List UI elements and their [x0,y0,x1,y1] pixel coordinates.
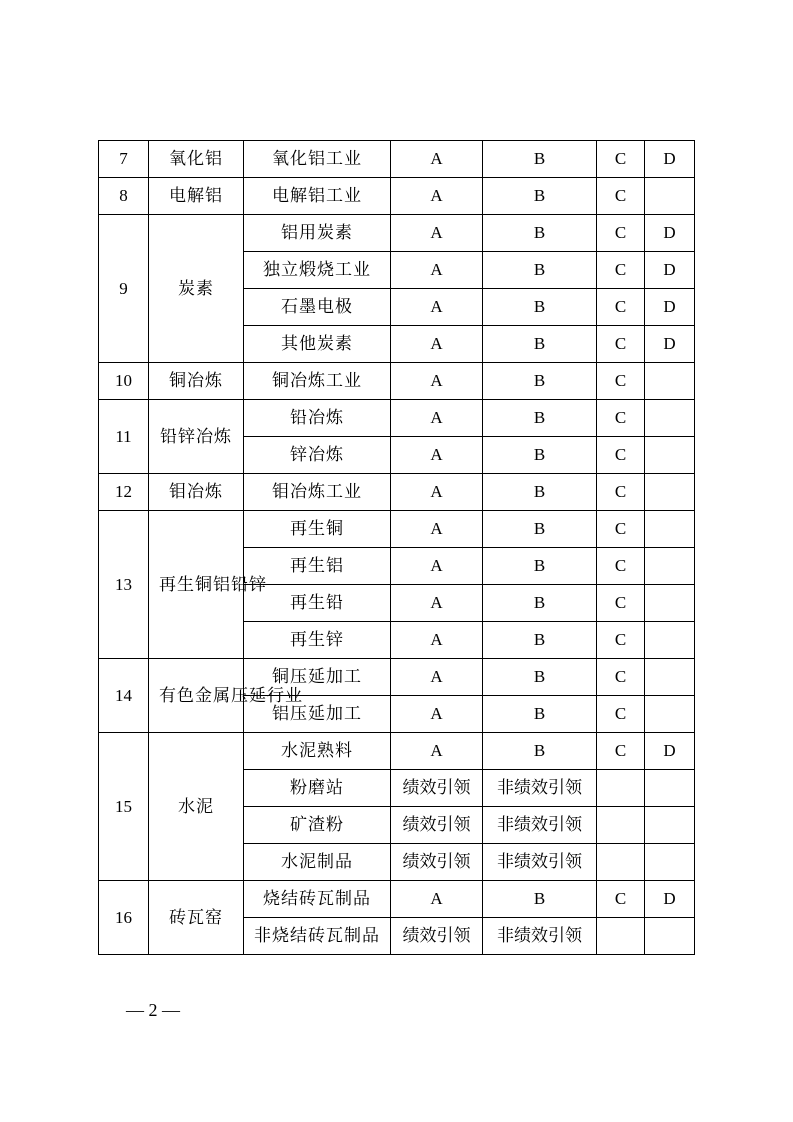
grade-cell-4: D [645,733,695,770]
grade-cell-4: D [645,252,695,289]
table-row [99,141,695,178]
sub-industry-cell: 烧结砖瓦制品 [244,881,391,918]
table-row [99,178,695,215]
grade-cell-2: B [483,289,597,326]
industry-cell: 铅锌冶炼 [149,400,244,474]
sub-industry-cell: 铜冶炼工业 [244,363,391,400]
grade-cell-4 [645,585,695,622]
grade-cell-3: C [597,289,645,326]
grade-cell-2: B [483,622,597,659]
grade-cell-4 [645,400,695,437]
grade-cell-2: B [483,252,597,289]
industry-cell: 砖瓦窑 [149,881,244,955]
sub-industry-cell: 钼冶炼工业 [244,474,391,511]
grade-cell-4 [645,696,695,733]
grade-cell-2: B [483,511,597,548]
industry-cell: 氧化铝 [149,141,244,178]
grade-cell-2: B [483,548,597,585]
industry-cell: 炭素 [149,215,244,363]
grade-cell-1: A [391,252,483,289]
grade-cell-2: B [483,733,597,770]
grade-cell-1: A [391,400,483,437]
table-row [99,881,695,918]
grade-cell-1: A [391,696,483,733]
page-number: — 2 — [126,1000,180,1020]
grade-cell-4: D [645,326,695,363]
grade-cell-4 [645,622,695,659]
grade-cell-1: A [391,659,483,696]
grade-cell-4: D [645,289,695,326]
grade-cell-2: B [483,215,597,252]
grade-cell-1: 绩效引领 [391,918,483,955]
grade-cell-4 [645,807,695,844]
table-row [99,363,695,400]
grade-cell-3: C [597,585,645,622]
grade-cell-1: A [391,215,483,252]
grade-cell-3: C [597,252,645,289]
grade-cell-1: A [391,511,483,548]
grade-cell-3: C [597,400,645,437]
grade-cell-3: C [597,437,645,474]
row-number-cell: 16 [99,881,149,955]
grade-cell-3: C [597,326,645,363]
sub-industry-cell: 铜压延加工 [244,659,391,696]
grade-cell-3: C [597,622,645,659]
industry-cell: 铜冶炼 [149,363,244,400]
grade-cell-2: B [483,363,597,400]
grade-cell-1: 绩效引领 [391,770,483,807]
sub-industry-cell: 非烧结砖瓦制品 [244,918,391,955]
grade-cell-3: C [597,511,645,548]
grade-cell-1: A [391,178,483,215]
grade-cell-1: A [391,289,483,326]
grade-cell-1: A [391,474,483,511]
row-number-cell: 7 [99,141,149,178]
table-row [99,511,695,548]
grade-cell-2: 非绩效引领 [483,918,597,955]
industry-cell: 水泥 [149,733,244,881]
grade-cell-3: C [597,548,645,585]
sub-industry-cell: 再生铅 [244,585,391,622]
grade-cell-4 [645,363,695,400]
grade-cell-3: C [597,659,645,696]
table-row [99,400,695,437]
row-number-cell: 8 [99,178,149,215]
grade-cell-4 [645,437,695,474]
grade-cell-3: C [597,696,645,733]
grade-cell-3 [597,918,645,955]
sub-industry-cell: 电解铝工业 [244,178,391,215]
sub-industry-cell: 锌冶炼 [244,437,391,474]
grade-cell-2: B [483,585,597,622]
grade-cell-1: A [391,622,483,659]
grade-cell-2: B [483,141,597,178]
row-number-cell: 12 [99,474,149,511]
grade-cell-4: D [645,215,695,252]
sub-industry-cell: 其他炭素 [244,326,391,363]
grade-cell-2: 非绩效引领 [483,844,597,881]
grade-cell-4 [645,511,695,548]
grade-cell-3: C [597,363,645,400]
industry-cell: 再生铜铝铅锌 [149,511,244,659]
row-number-cell: 10 [99,363,149,400]
grade-cell-2: B [483,474,597,511]
sub-industry-cell: 水泥制品 [244,844,391,881]
sub-industry-cell: 矿渣粉 [244,807,391,844]
grade-cell-3 [597,844,645,881]
grade-cell-1: A [391,733,483,770]
grade-cell-3: C [597,178,645,215]
grade-cell-3: C [597,215,645,252]
grade-cell-3: C [597,474,645,511]
grade-cell-4 [645,770,695,807]
grade-cell-3 [597,807,645,844]
industry-cell: 有色金属压延行业 [149,659,244,733]
row-number-cell: 15 [99,733,149,881]
sub-industry-cell: 铝压延加工 [244,696,391,733]
grade-cell-4: D [645,141,695,178]
grade-cell-4 [645,178,695,215]
sub-industry-cell: 再生锌 [244,622,391,659]
sub-industry-cell: 石墨电极 [244,289,391,326]
grade-cell-3: C [597,733,645,770]
grade-cell-1: A [391,141,483,178]
grade-cell-3: C [597,141,645,178]
grade-cell-2: B [483,881,597,918]
grade-cell-1: A [391,326,483,363]
row-number-cell: 14 [99,659,149,733]
sub-industry-cell: 再生铜 [244,511,391,548]
grade-cell-1: A [391,548,483,585]
industry-cell: 钼冶炼 [149,474,244,511]
grade-cell-1: A [391,585,483,622]
industry-cell: 电解铝 [149,178,244,215]
grade-cell-2: 非绩效引领 [483,807,597,844]
grade-cell-4 [645,918,695,955]
performance-grade-table [98,140,695,955]
row-number-cell: 9 [99,215,149,363]
grade-cell-2: B [483,326,597,363]
sub-industry-cell: 铅冶炼 [244,400,391,437]
grade-cell-4: D [645,881,695,918]
sub-industry-cell: 独立煅烧工业 [244,252,391,289]
table-row [99,215,695,252]
table-row [99,733,695,770]
grade-cell-2: B [483,400,597,437]
sub-industry-cell: 氧化铝工业 [244,141,391,178]
grade-cell-1: A [391,437,483,474]
sub-industry-cell: 铝用炭素 [244,215,391,252]
grade-cell-1: 绩效引领 [391,844,483,881]
grade-cell-4 [645,844,695,881]
grade-cell-4 [645,548,695,585]
table-body [99,141,695,955]
grade-cell-2: B [483,696,597,733]
grade-cell-4 [645,659,695,696]
grade-cell-2: B [483,659,597,696]
row-number-cell: 11 [99,400,149,474]
sub-industry-cell: 再生铝 [244,548,391,585]
grade-cell-4 [645,474,695,511]
grade-cell-3: C [597,881,645,918]
grade-cell-1: A [391,881,483,918]
grade-cell-2: B [483,178,597,215]
grade-cell-2: B [483,437,597,474]
grade-cell-1: 绩效引领 [391,807,483,844]
row-number-cell: 13 [99,511,149,659]
grade-cell-2: 非绩效引领 [483,770,597,807]
table-row [99,659,695,696]
sub-industry-cell: 粉磨站 [244,770,391,807]
table-row [99,474,695,511]
grade-cell-3 [597,770,645,807]
sub-industry-cell: 水泥熟料 [244,733,391,770]
grade-cell-1: A [391,363,483,400]
